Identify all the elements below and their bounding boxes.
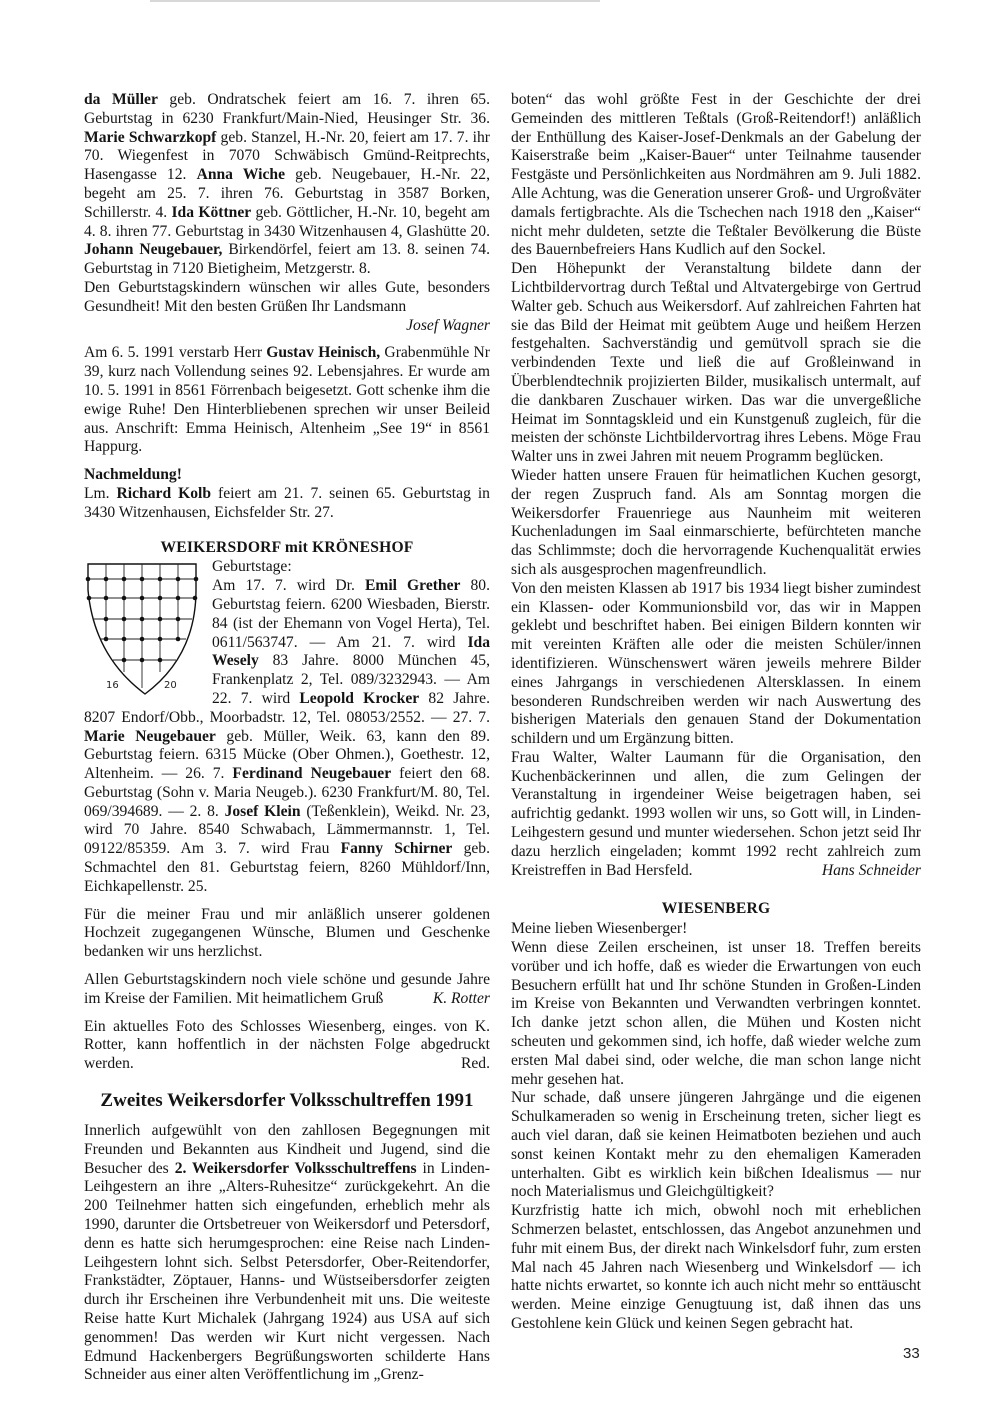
greeting-text: Allen Geburtstagskindern noch viele schöne und gesunde Jahre im Kreise der Familien. Mit heimatlichem Gruß bbox=[84, 971, 490, 1007]
bold-name: Josef Klein bbox=[224, 802, 301, 820]
wiesenberg-paragraph: Kurzfristig hatte ich mich, obwohl noch mit erheblichen Schmerzen belastet, entschlossen, das Angebot anzunehmen und fuhr mit einem Bus, der direkt nach Winkelsdorf fuhr, zum ersten Mal nach 45 Jahren nach Wiesenberg und Winkelsdorf — ich hatte nichts erwartet, so konnte ich auch nicht mehr so enttäuscht werden. Meine einzige Genugtuung ist, daß ihnen das uns Gestohlene kein Glück und keinen Segen gebracht hat. bbox=[511, 1202, 921, 1332]
bold-name: da Müller bbox=[84, 91, 158, 108]
right-column bbox=[511, 91, 921, 1334]
editor-signature: Red. bbox=[460, 1055, 490, 1073]
section-heading-weikersdorf: WEIKERSDORF mit KRÖNESHOF bbox=[160, 538, 414, 556]
late-notice-paragraph bbox=[84, 485, 490, 523]
text-run: geb. Stanzel, H.-Nr. 20, feiert am 17. 7. ihr 70. Wiegenfest in 7070 Schwäbisch Gmünd-Reitprechts, Hasengasse 12. bbox=[84, 128, 490, 184]
salutation: Meine lieben Wiesenberger! bbox=[511, 920, 688, 938]
bold-name: Johann Neugebauer, bbox=[84, 241, 223, 259]
bold-name: Ida Köttner bbox=[171, 203, 252, 221]
bold-name: Marie Neugebauer bbox=[84, 727, 216, 745]
bold-name: Emil Grether bbox=[364, 577, 461, 595]
birthday-list-paragraph bbox=[84, 91, 490, 279]
article-paragraph: Wieder hatten unsere Frauen für heimatlichen Kuchen gesorgt, der regen Zuspruch fand. Als am Sonntag morgen die Weikersdorfer Frauenriege aus Naunheim mit weiteren Kuchenladungen im Saal einmarschierte, befürchteten manche das Schlimmste; doch die hervorragende Kuchenqualität erwies sich als ausgesprochen magenfreundlich. bbox=[511, 466, 921, 578]
late-notice-heading bbox=[84, 466, 490, 485]
signature-josef-wagner: Josef Wagner bbox=[406, 316, 490, 334]
text-run: Birkendörfel, feiert am 13. 8. seinen 74. Geburtstag in 7120 Bietigheim, Metzgerstr. 8. bbox=[84, 241, 490, 278]
text-run: geb. Neugebauer, H.-Nr. 22, begeht am 25. 7. ihren 76. Geburtstag in 3587 Borken, Schillerstr. 4. bbox=[84, 166, 490, 221]
article-paragraph: Den Höhepunkt der Veranstaltung bildete dann der Lichtbildervortrag durch Teßtal und Altvatergebirge von Gertrud Walter geb. Schuch aus Weikersdorf. Auf zahlreichen Fahrten hat sie das Bild der Heimat mit geübtem Auge und heißem Herzen festgehalten. Sachverständig und gemütvoll sprach sie die verbindenden Texte und ließ die auf Großleinwand in Überblendtechnik projizierten Bilder, musikalisch untermalt, auf die dankbaren Zuschauer wirken. Das war die unvergeßliche Heimat im Sonntagskleid und ein Kunstgenuß zugleich, für die meisten der schönste Lichtbildervortrag ihres Lebens. Möge Frau Walter uns in zwei Jahren mit neuem Programm beglücken. bbox=[511, 260, 921, 466]
birthday-greeting-rotter bbox=[84, 971, 490, 1009]
scan-edge-line bbox=[150, 0, 600, 2]
left-column bbox=[84, 91, 490, 1385]
birthday-greeting: Den Geburtstagskindern wünschen wir alles Gute, besonders Gesundheit! Mit den besten Grüßen Ihr Landsmann bbox=[84, 278, 490, 315]
bold-name: 2. Weikersdorfer Volksschultreffens bbox=[174, 1159, 417, 1177]
crest-year-right: 20 bbox=[164, 680, 177, 692]
obituary-paragraph bbox=[84, 344, 490, 457]
bold-name: Anna Wiche bbox=[196, 166, 286, 184]
text-run: in Linden-Leihgestern an ihre „Alters-Ruhesitze“ zurückgekehrt. An die 200 Teilnehmer hatten sich eingefunden, erheblich mehr als 1990, darunter die Ortsbetreuer von Weikersdorf und Petersdorf, denn es hatte sich herumgesprochen: eine Reise nach Linden-Leihgestern lohnt sich. Selbst Petersdorfer, Ober-Reitendorfer, Frankstädter, Zöptauer, Hanns- und Wüstseibersdorfer zeigten durch ihr Erscheinen ihre Verbundenheit mit uns. Die weiteste Reise hatte Kurt Michalek (Jahrgang 1924) aus USA auf sich genommen! Das werden wir Kurt nicht vergessen. Nach Edmund Hackenbergers Begrüßungsworten schilderte Hans Schneider aus einer alten Veröffentlichung im „Grenz- bbox=[84, 1159, 490, 1384]
golden-wedding-thanks: Für die meiner Frau und mir anläßlich unserer goldenen Hochzeit zugegangenen Wünsche, Blumen und Geschenke bedanken wir uns herzlichst. bbox=[84, 905, 490, 961]
text-run: 82 Jahre. 8207 Endorf/Obb., Moorbadstr. 12, Tel. 08053/2552. — 27. 7. bbox=[84, 689, 491, 726]
text-run: 80. Geburtstag feiern. 6200 Wiesbaden, Bierstr. 84 (ist der Ehemann von Vogel Herta), Tel. 0611/563747. — Am 21. 7. wird bbox=[212, 577, 490, 651]
text-run: geb. Müller, Weik. 63, kann den 89. Geburtstag feiern. 6315 Mücke (Ober Ohmen.), Goethestr. 12, Altenheim. — 26. 7. bbox=[84, 727, 490, 783]
page-number: 33 bbox=[903, 1345, 920, 1362]
signature-hans-schneider: Hans Schneider bbox=[821, 861, 921, 879]
bold-name: Ferdinand Neugebauer bbox=[232, 765, 392, 783]
text-run: 83 Jahre. 8000 München 45, Frankenplatz 2, Tel. 089/3232943. — Am 22. 7. wird bbox=[212, 652, 490, 707]
article-paragraph bbox=[84, 1122, 490, 1385]
crest-year-left: 16 bbox=[106, 680, 119, 692]
article-paragraph: Von den meisten Klassen ab 1917 bis 1934 liegt bisher zumindest ein Klassen- oder Kommunionsbild vor, das wir in Mappen geklebt und beschriftet haben. Bei einigen Bildern konnten wir mit vereinten Kräften alle oder die meisten Schüler/innen identifizieren. Wünschenswert wären jeweils mehrere Bilder eines Jahrgangs in verschiedenen Altersklassen. In einem besonderen Rundschreiben werden wir nach Auswertung des bisherigen Materials den genauen Stand der Dokumentation schildern und um Ergänzung bitten. bbox=[511, 579, 921, 748]
article-paragraph-final bbox=[511, 749, 921, 881]
text-run: Am 17. 7. wird Dr. bbox=[212, 577, 365, 595]
article-paragraph: boten“ das wohl größte Fest in der Geschichte der drei Gemeinden des mittleren Teßtals (Groß-Reitendorf!) anläßlich der Enthüllung des Kaiser-Josef-Denkmals an der Gabelung der Kaiserstraße beim „Kaiser-Bauer“ unter Teilnahme tausender Festgäste und Persönlichkeiten aus Nordmähren am 9. Juli 1882. Alle Achtung, was die Generation unserer Groß- und Urgroßväter damals fertigbrachte. Als die Tschechen nach 1918 den „Kaiser“ nicht mehr duldeten, setzte die Teßtaler Bevölkerung die Büste des Bauernbefreiers Hans Kudlich auf den Sockel. bbox=[511, 91, 921, 259]
wiesenberg-paragraph: Wenn diese Zeilen erscheinen, ist unser 18. Treffen bereits vorüber und ich hoffe, daß es wieder die Erwartungen von euch Besuchern erfüllt hat und Ihr schöne Stunden in Großen-Linden im Kreise von Bekannten und Verwandten verbringen konntet. Ich danke jetzt schon allen, die Mühen und Kosten nicht scheuten und gekommen sind, ich hoffe, daß wieder welche zum ersten Mal dabei sind, oder welche, die man schon lange nicht mehr gesehen hat. bbox=[511, 939, 921, 1088]
wiesenberg-paragraph: Nur schade, daß unsere jüngeren Jahrgänge und die eigenen Schulkameraden so wenig in Erscheinung treten, sicher liegt es auch viel daran, daß sie keinen Heimatboten beziehen und auch sonst keinen Kontakt mehr zu den ehemaligen Kameraden unterhalten. Gibt es wirklich kein bißchen Idealismus — nur noch Materialismus und Gleichgültigkeit? bbox=[511, 1089, 921, 1201]
text-run: geb. Ondratschek feiert am 16. 7. ihren 65. Geburtstag in 6230 Frankfurt/Main-Nied, Heusinger Str. 36. bbox=[84, 91, 490, 127]
late-notice-title: Nachmeldung! bbox=[84, 466, 182, 484]
bold-name: Marie Schwarzkopf bbox=[84, 128, 217, 146]
signature-k-rotter: K. Rotter bbox=[432, 989, 490, 1007]
bold-name: Leopold Krocker bbox=[299, 689, 420, 707]
text-run: feiert den 68. Geburtstag (Sohn v. Maria Neugeb.). 6230 Frankfurt/M. 80, Tel. 069/394689. — 2. 8. bbox=[84, 765, 490, 820]
text-run: Am 6. 5. 1991 verstarb Herr bbox=[84, 344, 267, 362]
text-run: geb. Göttlicher, H.-Nr. 10, begeht am 4. 8. ihren 77. Geburtstag in 3430 Witzenhausen 4, Glashütte 20. bbox=[84, 203, 490, 240]
text-run: Innerlich aufgewühlt von den zahllosen Begegnungen mit Freunden und Bekannten aus Kindheit und Jugend, sind die Besucher des bbox=[84, 1122, 490, 1177]
birthdays-label: Geburtstage: bbox=[212, 558, 292, 576]
bold-name: Richard Kolb bbox=[116, 484, 212, 502]
bold-name: Fanny Schirner bbox=[340, 840, 453, 858]
bold-name: Gustav Heinisch, bbox=[266, 344, 381, 362]
text-run: feiert am 21. 7. seinen 65. Geburtstag in 3430 Witzenhausen, Eichsfelder Str. 27. bbox=[84, 484, 490, 521]
text-run: (Teßenklein), Weikd. Nr. 23, wird 70 Jahre. 8540 Schwabach, Lämmermannstr. 1, Tel. 09122/85359. Am 3. 7. wird Frau bbox=[84, 802, 490, 858]
bold-name: Ida Wesely bbox=[212, 633, 490, 670]
text-run: Grabenmühle Nr 39, kurz nach Vollendung seines 92. Lebensjahres. Er wurde am 10. 5. 1991 in 8561 Förrenbach beigesetzt. Gott schenke ihm die ewige Ruhe! Den Hinterbliebenen sprechen wir unser Beileid aus. Anschrift: Emma Heinisch, Altenheim „See 19“ in 8561 Happurg. bbox=[84, 344, 491, 456]
text-run: Lm. bbox=[84, 484, 117, 502]
section-heading-wiesenberg: WIESENBERG bbox=[661, 900, 771, 918]
article-closing-text: Frau Walter, Walter Laumann für die Organisation, den Kuchenbäckerinnen und allen, die zum Gelingen der Veranstaltung in irgendeiner Weise beigetragen haben, sei aufrichtig gedankt. 1993 wollen wir uns, so Gott will, in Linden-Leihgestern gesund und munter wiedersehen. Schon jetzt seid Ihr dazu herzlich eingeladen; kommt 1992 recht zahlreich zum Kreistreffen in Bad Hersfeld. bbox=[511, 748, 921, 879]
coat-of-arms-icon bbox=[84, 560, 206, 702]
text-run: geb. Schmachtel den 81. Geburtstag feiern, 8260 Mühldorf/Inn, Eichkapellenstr. 25. bbox=[84, 840, 490, 895]
photo-note-text: Ein aktuelles Foto des Schlosses Wiesenberg, einges. von K. Rotter, kann hoffentlich in der nächsten Folge abgedruckt werden. bbox=[84, 1017, 490, 1073]
photo-note bbox=[84, 1018, 490, 1074]
article-title: Zweites Weikersdorfer Volksschultreffen 1991 bbox=[100, 1090, 474, 1112]
